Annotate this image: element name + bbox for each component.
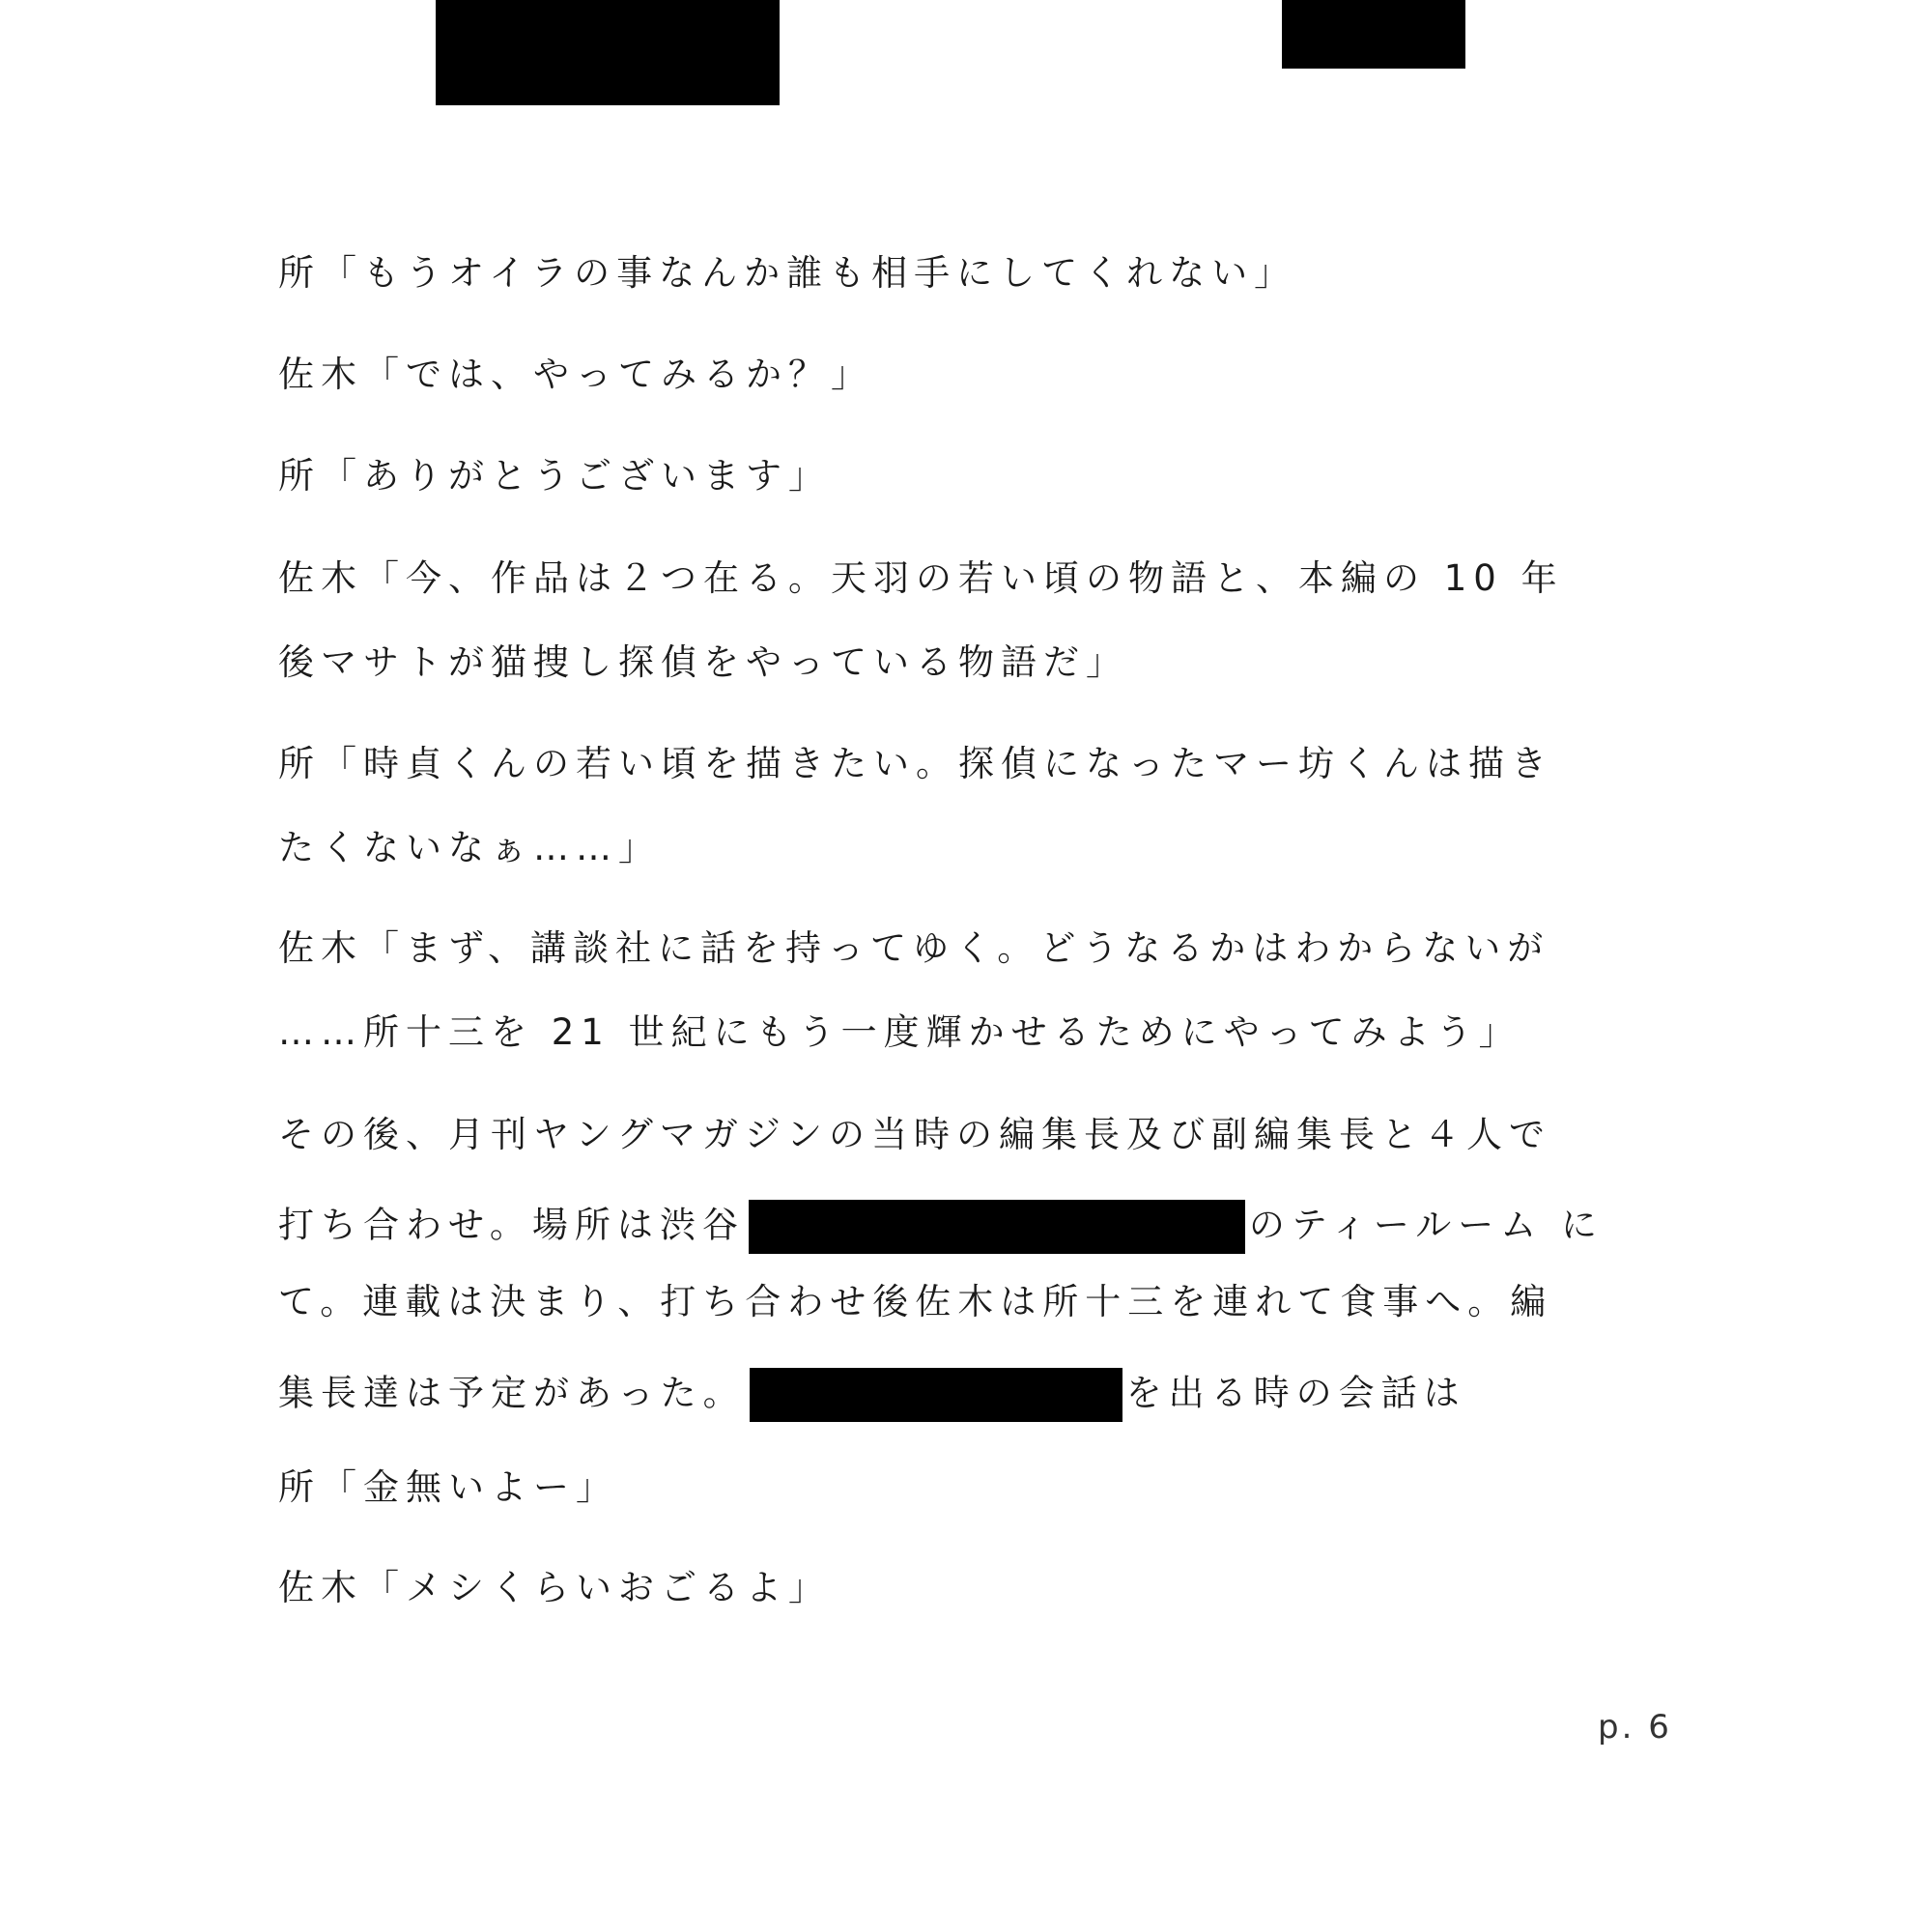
text-segment-before-redaction: 集長達は予定があった。 xyxy=(278,1372,746,1414)
redaction-block-inline-b xyxy=(750,1368,1122,1422)
text-line-2: 佐木「では、やってみるか？」 xyxy=(278,354,873,395)
text-line-15: 佐木「メシくらいおごるよ」 xyxy=(278,1567,831,1608)
text-line-3: 所「ありがとうございます」 xyxy=(278,455,831,497)
text-line-5: 後マサトが猫捜し探偵をやっている物語だ」 xyxy=(278,641,1128,683)
text-line-14: 所「金無いよー」 xyxy=(278,1466,618,1508)
text-line-10: その後、月刊ヤングマガジンの当時の編集長及び副編集長と４人で xyxy=(278,1114,1551,1155)
page-number: p. 6 xyxy=(1598,1708,1672,1747)
text-line-8: 佐木「まず、講談社に話を持ってゆく。どうなるかはわからないが xyxy=(278,927,1550,969)
text-line-11 xyxy=(278,1200,1660,1254)
text-line-9: ……所十三を 21 世紀にもう一度輝かせるためにやってみよう」 xyxy=(278,1011,1521,1053)
text-line-1: 所「もうオイラの事なんか誰も相手にしてくれない」 xyxy=(278,252,1297,294)
text-segment-after-redaction: を出る時の会話は xyxy=(1125,1372,1466,1414)
redaction-block-top-right xyxy=(1282,0,1465,69)
text-line-4: 佐木「今、作品は２つ在る。天羽の若い頃の物語と、本編の 10 年 xyxy=(278,557,1564,599)
text-line-6: 所「時貞くんの若い頃を描きたい。探偵になったマー坊くんは描き xyxy=(278,743,1553,784)
text-line-7: たくないなぁ……」 xyxy=(278,827,661,868)
text-line-12: て。連載は決まり、打ち合わせ後佐木は所十三を連れて食事へ。編 xyxy=(278,1281,1553,1322)
text-segment-before-redaction: 打ち合わせ。場所は渋谷 xyxy=(278,1204,745,1246)
text-segment-after-redaction: のティールーム に xyxy=(1248,1204,1604,1246)
redaction-block-top-left xyxy=(436,0,780,105)
redaction-block-inline-a xyxy=(749,1200,1245,1254)
text-line-13 xyxy=(278,1368,1660,1422)
